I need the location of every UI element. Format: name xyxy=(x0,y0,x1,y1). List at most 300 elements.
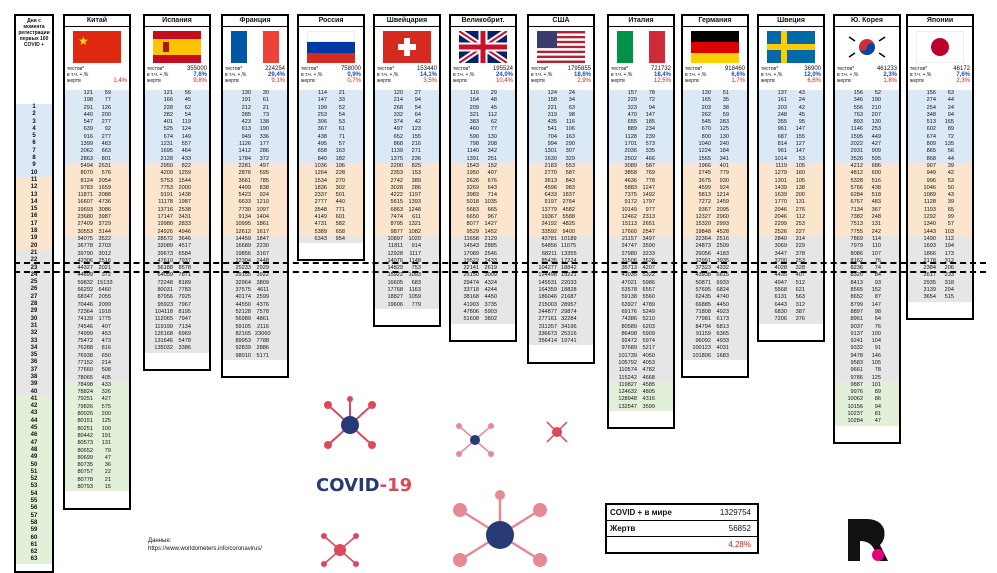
daily-cases: 557 xyxy=(181,141,191,148)
cumulative-cases: 497 xyxy=(393,126,403,133)
daily-cases: 2448 xyxy=(256,257,269,264)
cumulative-cases: 98010 xyxy=(235,352,251,359)
table-row xyxy=(835,119,899,126)
daily-cases: 1683 xyxy=(716,352,729,359)
daily-cases: 1918 xyxy=(98,308,111,315)
cumulative-cases: 209 xyxy=(469,104,479,111)
cumulative-cases: 41035 xyxy=(621,272,637,279)
daily-cases: 200 xyxy=(795,192,805,199)
table-row xyxy=(683,272,747,279)
daily-cases: 600 xyxy=(871,170,881,177)
pct-label: в т.ч. +,% xyxy=(377,72,399,78)
daily-cases: 4611 xyxy=(256,287,269,294)
country-stats xyxy=(65,66,129,90)
daily-cases: 194 xyxy=(944,243,954,250)
daily-cases: 440 xyxy=(335,199,345,206)
table-row xyxy=(375,207,439,214)
table-row xyxy=(835,389,899,396)
day-number: 23 xyxy=(16,265,52,272)
table-row xyxy=(835,418,899,425)
daily-cases: 512 xyxy=(795,279,805,286)
daily-cases: 270 xyxy=(335,177,345,184)
cumulative-cases: 80652 xyxy=(77,447,93,454)
daily-cases: 515 xyxy=(944,294,954,301)
table-row xyxy=(609,396,673,403)
daily-cases: 954 xyxy=(335,235,345,242)
cumulative-cases: 8070 xyxy=(80,170,93,177)
daily-cases: 909 xyxy=(871,148,881,155)
daily-cases: 229 xyxy=(795,243,805,250)
table-row xyxy=(835,280,899,287)
daily-cases: 4183 xyxy=(716,250,729,257)
daily-cases: 5210 xyxy=(642,316,655,323)
table-row xyxy=(529,126,593,133)
cumulative-cases: 17089 xyxy=(463,250,479,257)
cumulative-cases: 253 xyxy=(317,111,327,118)
table-row xyxy=(451,214,515,221)
table-row xyxy=(683,90,747,97)
cumulative-cases: 9134 xyxy=(238,214,251,221)
table-row xyxy=(223,243,287,250)
daily-cases: 78 xyxy=(648,90,655,96)
source-label: Данные: xyxy=(148,538,172,544)
day-number: 5 xyxy=(16,133,52,140)
table-row xyxy=(451,309,515,316)
table-row xyxy=(908,214,972,221)
daily-cases: 372 xyxy=(259,155,269,162)
cumulative-cases: 6633 xyxy=(238,199,251,206)
cumulative-cases: 19856 xyxy=(235,250,251,257)
table-row xyxy=(759,302,823,309)
daily-cases: 582 xyxy=(335,221,345,228)
pct-label: в т.ч. +,% xyxy=(531,72,553,78)
daily-cases: 663 xyxy=(101,148,111,155)
cumulative-cases: 6131 xyxy=(774,294,787,301)
day-number: 18 xyxy=(16,228,52,235)
cumulative-cases: 16607 xyxy=(77,199,93,206)
pct-label: в т.ч. +,% xyxy=(67,72,89,78)
cumulative-cases: 800 xyxy=(701,133,711,140)
table-row xyxy=(65,309,129,316)
daily-cases: 283 xyxy=(719,119,729,126)
table-row xyxy=(451,170,515,177)
table-row xyxy=(145,309,209,316)
table-row xyxy=(65,156,129,163)
table-row xyxy=(451,192,515,199)
total-label: тестов* xyxy=(301,66,319,72)
table-row xyxy=(835,141,899,148)
day-number: 39 xyxy=(16,381,52,388)
cumulative-cases: 22364 xyxy=(695,235,711,242)
daily-cases: 658 xyxy=(335,228,345,235)
daily-cases: 177 xyxy=(259,141,269,148)
daily-cases: 35 xyxy=(722,97,729,104)
daily-cases: 182 xyxy=(335,155,345,162)
day-numbers xyxy=(16,104,52,564)
daily-cases: 453 xyxy=(101,330,111,337)
table-row xyxy=(451,105,515,112)
cumulative-cases: 186046 xyxy=(538,294,557,301)
cumulative-cases: 1443 xyxy=(923,228,936,235)
table-row xyxy=(223,170,287,177)
deaths-pct: 9,8% xyxy=(193,78,207,84)
table-row xyxy=(529,199,593,206)
daily-cases: 94 xyxy=(947,111,954,118)
cumulative-cases: 126168 xyxy=(154,330,173,337)
cumulative-cases: 156 xyxy=(926,90,936,96)
deaths-pct: 1,7% xyxy=(731,78,745,84)
day-number: 25 xyxy=(16,279,52,286)
daily-cases: 433 xyxy=(101,381,111,388)
daily-cases: 126 xyxy=(101,104,111,111)
cumulative-cases: 7206 xyxy=(774,316,787,323)
cumulative-cases: 1128 xyxy=(923,199,936,206)
table-row xyxy=(375,178,439,185)
cumulative-cases: 110574 xyxy=(618,367,637,374)
daily-cases: 13355 xyxy=(561,250,577,257)
table-row xyxy=(835,324,899,331)
cumulative-cases: 44550 xyxy=(235,301,251,308)
germany-flag-icon xyxy=(691,31,739,63)
table-row xyxy=(609,360,673,367)
pct-label: в т.ч. +,% xyxy=(685,72,707,78)
daily-cases: 372 xyxy=(101,272,111,279)
daily-cases: 76 xyxy=(874,323,881,330)
cumulative-cases: 814 xyxy=(777,141,787,148)
table-row xyxy=(299,192,363,199)
daily-cases: 3809 xyxy=(256,279,269,286)
cumulative-cases: 25233 xyxy=(235,265,251,272)
deaths-pct: 12,5% xyxy=(653,78,671,84)
cumulative-cases: 78498 xyxy=(77,381,93,388)
table-row xyxy=(65,90,129,97)
cumulative-cases: 9191 xyxy=(160,192,173,199)
country-stats xyxy=(529,66,593,90)
daily-cases: 4316 xyxy=(642,396,655,403)
daily-cases: 2651 xyxy=(642,221,655,228)
table-row xyxy=(145,192,209,199)
daily-cases: 838 xyxy=(259,184,269,191)
day-number: 16 xyxy=(16,213,52,220)
spain-flag-icon xyxy=(153,31,201,63)
cumulative-cases: 101806 xyxy=(692,352,711,359)
cumulative-cases: 5389 xyxy=(314,228,327,235)
daily-cases: 1492 xyxy=(642,192,655,199)
cumulative-cases: 24873 xyxy=(695,243,711,250)
cumulative-cases: 1146 xyxy=(850,126,863,133)
cumulative-cases: 470 xyxy=(627,111,637,118)
cumulative-cases: 8236 xyxy=(850,265,863,272)
table-row xyxy=(759,105,823,112)
daily-cases: 100 xyxy=(101,425,111,432)
daily-cases: 91 xyxy=(874,345,881,352)
cumulative-cases: 3139 xyxy=(923,287,936,294)
korea-flag-icon xyxy=(843,31,891,63)
table-row xyxy=(375,251,439,258)
country-stats xyxy=(908,66,972,90)
daily-cases: 341 xyxy=(719,155,729,162)
daily-cases: 34196 xyxy=(561,323,577,330)
case-rows xyxy=(609,90,673,411)
daily-cases: 54 xyxy=(338,111,345,118)
table-row xyxy=(835,353,899,360)
cumulative-cases: 19367 xyxy=(541,214,557,221)
table-row xyxy=(223,156,287,163)
table-row xyxy=(908,119,972,126)
daily-cases: 29 xyxy=(490,90,497,96)
country-column-sweden xyxy=(757,14,825,342)
daily-cases: 801 xyxy=(101,155,111,162)
cumulative-cases: 104277 xyxy=(538,265,557,272)
table-row xyxy=(529,156,593,163)
daily-cases: 1452 xyxy=(484,228,497,235)
table-row xyxy=(451,316,515,323)
cumulative-cases: 1139 xyxy=(390,148,403,155)
case-rows xyxy=(65,90,129,491)
table-row xyxy=(759,156,823,163)
daily-cases: 7783 xyxy=(178,287,191,294)
daily-cases: 18842 xyxy=(561,265,577,272)
cumulative-cases: 763 xyxy=(853,111,863,118)
cumulative-cases: 229 xyxy=(627,97,637,104)
table-row xyxy=(145,324,209,331)
table-row xyxy=(65,389,129,396)
daily-cases: 4207 xyxy=(642,265,655,272)
daily-cases: 2021 xyxy=(98,265,111,272)
daily-cases: 146 xyxy=(871,352,881,359)
cumulative-cases: 6767 xyxy=(850,199,863,206)
country-stats xyxy=(683,66,747,90)
daily-cases: 4332 xyxy=(716,265,729,272)
table-row xyxy=(529,294,593,301)
daily-cases: 86 xyxy=(874,396,881,403)
table-row xyxy=(683,221,747,228)
daily-cases: 2546 xyxy=(484,250,497,257)
cumulative-cases: 38168 xyxy=(463,294,479,301)
tests-total: 758000 xyxy=(340,66,361,72)
daily-cases: 587 xyxy=(645,162,655,169)
daily-cases: 94 xyxy=(874,403,881,410)
table-row xyxy=(299,221,363,228)
table-row xyxy=(609,389,673,396)
cumulative-cases: 8320 xyxy=(850,272,863,279)
cumulative-cases: 7272 xyxy=(698,199,711,206)
daily-cases: 4053 xyxy=(642,359,655,366)
daily-cases: 59 xyxy=(104,90,111,96)
table-row xyxy=(299,185,363,192)
table-row xyxy=(145,126,209,133)
day-number: 32 xyxy=(16,330,52,337)
cumulative-cases: 14459 xyxy=(235,235,251,242)
country-name: Германия xyxy=(683,16,747,27)
daily-cases: 753 xyxy=(411,265,421,272)
table-row xyxy=(65,367,129,374)
daily-cases: 101 xyxy=(871,381,881,388)
daily-cases: 56 xyxy=(184,90,191,96)
daily-cases: 25316 xyxy=(561,330,577,337)
virus-icon-xl xyxy=(450,490,550,569)
cumulative-cases: 438 xyxy=(317,133,327,140)
table-row xyxy=(65,404,129,411)
table-row xyxy=(835,316,899,323)
daily-cases: 1248 xyxy=(408,206,421,213)
cumulative-cases: 2742 xyxy=(390,177,403,184)
cumulative-cases: 865 xyxy=(926,148,936,155)
virus-icon-large xyxy=(320,395,380,455)
daily-cases: 7578 xyxy=(256,308,269,315)
country-name: США xyxy=(529,16,593,27)
table-row xyxy=(299,199,363,206)
table-row xyxy=(529,316,593,323)
table-row xyxy=(451,199,515,206)
daily-cases: 200 xyxy=(101,411,111,418)
country-name: Швейцария xyxy=(375,16,439,27)
daily-cases: 4450 xyxy=(484,294,497,301)
cumulative-cases: 9976 xyxy=(850,389,863,396)
daily-cases: 239 xyxy=(645,133,655,140)
table-row xyxy=(835,156,899,163)
table-row xyxy=(759,294,823,301)
cumulative-cases: 15320 xyxy=(695,221,711,228)
table-row xyxy=(609,170,673,177)
daily-cases: 7134 xyxy=(178,323,191,330)
daily-cases: 1214 xyxy=(716,192,729,199)
table-row xyxy=(609,229,673,236)
cumulative-cases: 639 xyxy=(83,126,93,133)
daily-cases: 611 xyxy=(412,214,421,221)
table-row xyxy=(908,156,972,163)
daily-cases: 87 xyxy=(874,294,881,301)
daily-cases: 163 xyxy=(565,133,575,140)
france-flag-icon xyxy=(231,31,279,63)
cumulative-cases: 440 xyxy=(83,111,93,118)
table-row xyxy=(65,345,129,352)
cumulative-cases: 79826 xyxy=(77,403,93,410)
daily-cases: 233 xyxy=(944,272,954,279)
table-row xyxy=(683,199,747,206)
table-row xyxy=(529,229,593,236)
cumulative-cases: 348 xyxy=(926,111,936,118)
table-row xyxy=(145,119,209,126)
daily-cases: 1163 xyxy=(408,287,421,294)
cumulative-cases: 215003 xyxy=(538,301,557,308)
table-row xyxy=(145,105,209,112)
daily-cases: 30 xyxy=(262,90,269,96)
daily-cases: 7925 xyxy=(178,294,191,301)
cumulative-cases: 7134 xyxy=(850,206,863,213)
table-row xyxy=(223,353,287,360)
table-row xyxy=(529,287,593,294)
table-row xyxy=(683,97,747,104)
day-number: 33 xyxy=(16,338,52,345)
daily-cases: 5478 xyxy=(178,338,191,345)
cumulative-cases: 29056 xyxy=(695,250,711,257)
virus-icon-tiny xyxy=(545,420,569,444)
daily-cases: 204 xyxy=(944,287,954,294)
country-name: Ю. Корея xyxy=(835,16,899,27)
deaths-label: жертв xyxy=(67,78,81,84)
cumulative-cases: 59138 xyxy=(621,294,637,301)
daily-cases: 45 xyxy=(490,104,497,111)
table-row xyxy=(145,280,209,287)
cumulative-cases: 2299 xyxy=(774,221,787,228)
cumulative-cases: 1040 xyxy=(698,141,711,148)
daily-cases: 1097 xyxy=(256,206,269,213)
daily-cases: 1459 xyxy=(716,199,729,206)
daily-cases: 575 xyxy=(101,403,111,410)
case-rows xyxy=(683,90,747,360)
daily-cases: 63 xyxy=(568,104,575,111)
cumulative-cases: 323 xyxy=(627,104,637,111)
table-row xyxy=(683,170,747,177)
day-number: 55 xyxy=(16,498,52,505)
table-row xyxy=(223,316,287,323)
daily-cases: 62 xyxy=(184,104,191,111)
cumulative-cases: 291 xyxy=(83,104,93,111)
cumulative-cases: 3613 xyxy=(544,177,557,184)
table-row xyxy=(65,426,129,433)
cumulative-cases: 1543 xyxy=(466,162,479,169)
cumulative-cases: 9197 xyxy=(544,199,557,206)
table-row xyxy=(451,221,515,228)
table-row xyxy=(223,280,287,287)
table-row xyxy=(835,221,899,228)
daily-cases: 286 xyxy=(411,184,421,191)
daily-cases: 242 xyxy=(871,228,881,235)
daily-cases: 405 xyxy=(101,374,111,381)
table-row xyxy=(529,112,593,119)
table-row xyxy=(375,134,439,141)
table-row xyxy=(375,287,439,294)
cumulative-cases: 69176 xyxy=(621,308,637,315)
table-row xyxy=(835,199,899,206)
table-row xyxy=(835,207,899,214)
table-row xyxy=(683,338,747,345)
daily-cases: 110 xyxy=(872,243,881,250)
daily-cases: 1797 xyxy=(642,199,655,206)
cumulative-cases: 84794 xyxy=(695,323,711,330)
daily-cases: 112 xyxy=(796,214,805,221)
cumulative-cases: 2036 xyxy=(624,148,637,155)
cumulative-cases: 652 xyxy=(393,133,403,140)
cumulative-cases: 1693 xyxy=(923,243,936,250)
daily-cases: 816 xyxy=(101,345,111,352)
table-row xyxy=(609,134,673,141)
daily-cases: 190 xyxy=(259,126,269,133)
cumulative-cases: 961 xyxy=(777,148,787,155)
daily-cases: 39 xyxy=(947,162,954,169)
daily-cases: 930 xyxy=(719,177,729,184)
cumulative-cases: 2931 xyxy=(850,148,863,155)
daily-cases: 785 xyxy=(259,177,269,184)
daily-cases: 216 xyxy=(411,141,421,148)
table-row xyxy=(683,251,747,258)
cumulative-cases: 2062 xyxy=(80,148,93,155)
country-column-russia xyxy=(297,14,365,261)
table-row xyxy=(223,134,287,141)
daily-cases: 5249 xyxy=(642,308,655,315)
table-row xyxy=(223,229,287,236)
table-row xyxy=(223,338,287,345)
cumulative-cases: 36778 xyxy=(77,243,93,250)
table-row xyxy=(223,309,287,316)
cumulative-cases: 71808 xyxy=(695,308,711,315)
table-row xyxy=(908,178,972,185)
daily-cases: 2055 xyxy=(98,294,111,301)
daily-cases: 914 xyxy=(411,243,421,250)
table-row xyxy=(759,126,823,133)
daily-cases: 53 xyxy=(338,119,345,126)
